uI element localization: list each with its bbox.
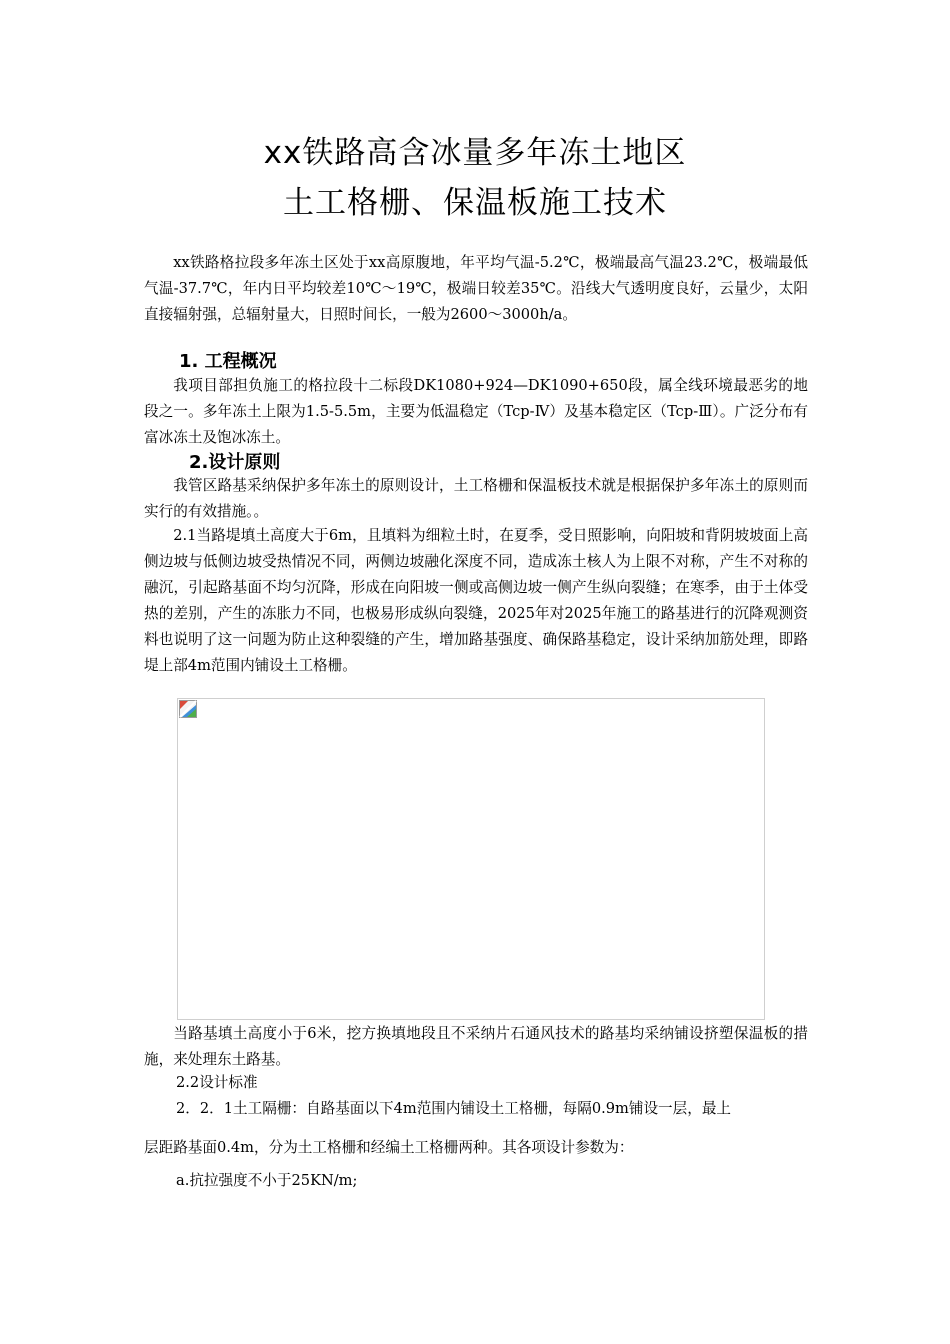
figure-image-placeholder — [177, 698, 765, 1020]
section2-2-1-line1: 2．2．1土工隔栅：自路基面以下4m范围内铺设土工格栅，每隔0.9m铺设一层，最上 — [176, 1100, 732, 1117]
intro-paragraph: xx铁路格拉段多年冻土区处于xx高原腹地，年平均气温-5.2℃，极端最高气温23.2℃，极端最低气温-37.7℃，年内日平均较差10℃～19℃，极端日较差35℃。沿线大气透明度良好，云量少，太阳直接辐射强，总辐射量大，日照时间长，一般为2600～3000h/a。 — [144, 254, 808, 323]
section1-paragraph: 我项目部担负施工的格拉段十二标段DK1080+924—DK1090+650段，属全线环境最恶劣的地段之一。多年冻土上限为1.5-5.5m，主要为低温稳定（Tcp-Ⅳ）及基本稳定区（Tcp-Ⅲ）。广泛分布有富冰冻土及饱冰冻土。 — [144, 377, 808, 446]
section2-1-paragraph: 2.1当路堤填土高度大于6m，且填料为细粒土时，在夏季，受日照影响，向阳坡和背阴坡坡面上高侧边坡与低侧边坡受热情况不同，两侧边坡融化深度不同，造成冻土核人为上限不对称，产生不对称的融沉，引起路基面不均匀沉降，形成在向阳坡一侧或高侧边坡一侧产生纵向裂缝；在寒季，由于土体受热的差别，产生的冻胀力不同，也极易形成纵向裂缝，2025年对2025年施工的路基进行的沉降观测资料也说明了这一问题为防止这种裂缝的产生，增加路基强度、确保路基稳定，设计采纳加筋处理，即路堤上部4m范围内铺设土工格栅。 — [144, 527, 808, 674]
section2-paragraph: 我管区路基采纳保护多年冻土的原则设计，土工格栅和保温板技术就是根据保护多年冻土的原则而实行的有效措施。。 — [144, 477, 808, 520]
document-title-line2: 土工格栅、保温板施工技术 — [283, 185, 667, 221]
section2-2-heading: 2.2设计标准 — [176, 1074, 258, 1091]
section2-heading: 2.设计原则 — [189, 452, 281, 473]
document-title-line1: xx铁路高含冰量多年冻土地区 — [263, 135, 687, 171]
section1-heading: 1. 工程概况 — [179, 351, 277, 372]
section2-2-1-line2: 层距路基面0.4m，分为土工格栅和经编土工格栅两种。其各项设计参数为： — [144, 1139, 634, 1156]
item-a: a.抗拉强度不小于25KN/m; — [176, 1172, 358, 1189]
after-figure-paragraph: 当路基填土高度小于6米，挖方换填地段且不采纳片石通风技术的路基均采纳铺设挤塑保温板的措施，来处理东土路基。 — [144, 1025, 808, 1068]
broken-image-icon — [179, 700, 197, 718]
